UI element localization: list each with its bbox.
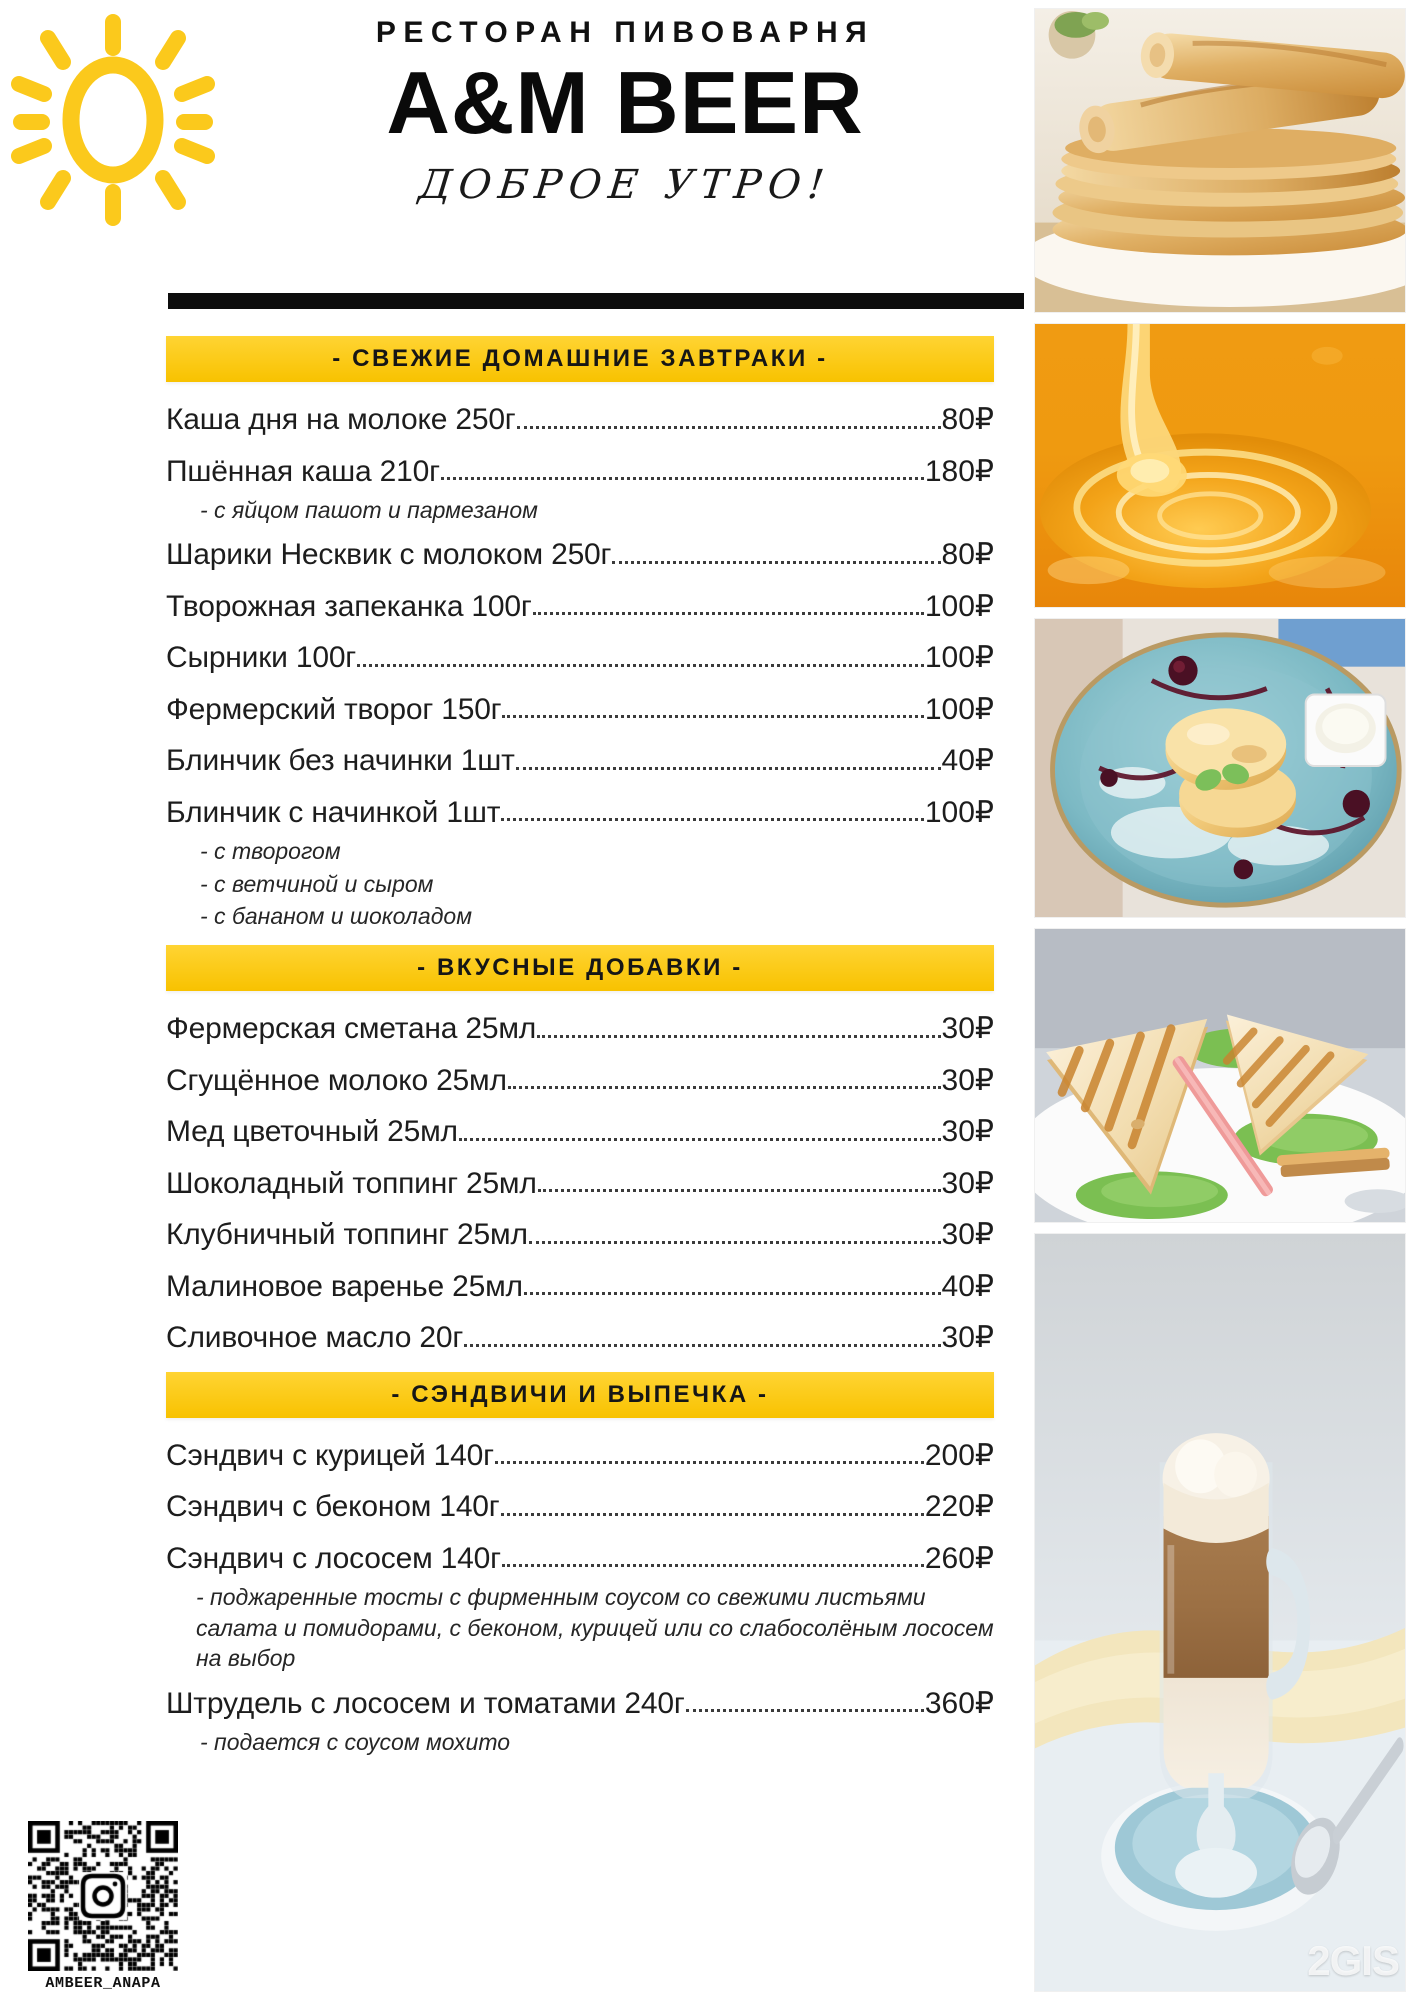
- menu-item-name: Малиновое варенье 25мл: [166, 1269, 523, 1303]
- menu-item-row: [166, 394, 994, 440]
- menu-item-price: 30₽: [941, 1012, 994, 1046]
- menu-item-name: Сэндвич с лососем 140г: [166, 1541, 501, 1575]
- dot-leader: [524, 1276, 941, 1302]
- menu-item-note: - с яйцом пашот и пармезаном: [200, 497, 538, 523]
- menu-item-name: Каша дня на молоке 250г: [166, 403, 516, 436]
- menu-item-price: 30₽: [941, 1063, 994, 1097]
- menu-item-row: [166, 1533, 994, 1579]
- dot-leader: [495, 1445, 924, 1471]
- menu-item-row: [166, 1158, 994, 1204]
- sun-logo-icon: [8, 12, 218, 227]
- menu-item-row: [166, 1481, 994, 1527]
- menu-item-row: [166, 1209, 994, 1255]
- dot-leader: [538, 1173, 941, 1199]
- menu-item-note: - подается с соусом мохито: [200, 1729, 511, 1756]
- menu-header: [0, 0, 1034, 300]
- menu-item-price: 40₽: [941, 744, 994, 778]
- menu-item-price: 100₽: [924, 641, 994, 675]
- menu-item-row: [166, 1261, 994, 1307]
- syrniki-photo: [1034, 618, 1406, 918]
- dot-leader: [686, 1693, 924, 1719]
- section-header-bar: [166, 336, 994, 382]
- menu-item-row: [166, 787, 994, 833]
- menu-item-row: [166, 446, 994, 492]
- section-header-bar: [166, 1372, 994, 1418]
- menu-section: [166, 336, 994, 931]
- dot-leader: [501, 1497, 924, 1523]
- brand-kicker: РЕСТОРАН ПИВОВАРНЯ: [375, 16, 875, 49]
- section-header-bar: [166, 945, 994, 991]
- menu-item-price: 100₽: [924, 589, 994, 623]
- menu-item-price: 30₽: [941, 1218, 994, 1252]
- menu-item-name: Сэндвич с беконом 140г: [166, 1490, 500, 1524]
- menu-item-row: [166, 1678, 994, 1724]
- dot-leader: [502, 1548, 924, 1574]
- dot-leader: [517, 410, 941, 436]
- section-title: - ВКУСНЫЕ ДОБАВКИ -: [417, 954, 743, 982]
- dot-leader: [502, 699, 923, 725]
- menu-item-price: 30₽: [941, 1115, 994, 1149]
- menu-item-note: - с творогом: [200, 838, 341, 865]
- menu-item-row: [166, 529, 994, 575]
- menu-item-name: Пшённая каша 210г: [166, 454, 440, 488]
- brand-title: A&M BEER: [386, 53, 864, 152]
- menu-item-price: 40₽: [941, 1269, 994, 1303]
- sandwich-photo: [1034, 928, 1406, 1223]
- menu-item-name: Мед цветочный 25мл: [166, 1115, 458, 1149]
- menu-item-notes: [166, 1727, 994, 1757]
- menu-item-price: 200₽: [924, 1438, 994, 1472]
- menu-item-price: 80₽: [941, 538, 994, 572]
- pancakes-photo: [1034, 8, 1406, 313]
- menu-item-row: [166, 1312, 994, 1358]
- menu-item-row: [166, 684, 994, 730]
- menu-item-name: Сгущённое молоко 25мл: [166, 1063, 507, 1097]
- dot-leader: [533, 596, 924, 622]
- footer-qr-block: [18, 1821, 188, 1992]
- menu-item-row: [166, 1003, 994, 1049]
- menu-item-row: [166, 581, 994, 627]
- menu-item-name: Клубничный топпинг 25мл: [166, 1218, 528, 1252]
- dot-leader: [459, 1122, 941, 1148]
- photo-column: [1034, 0, 1414, 2000]
- instagram-qr-code[interactable]: [28, 1821, 178, 1971]
- dot-leader: [612, 545, 940, 571]
- menu-item-name: Шоколадный топпинг 25мл: [166, 1166, 537, 1200]
- menu-item-name: Творожная запеканка 100г: [166, 589, 532, 623]
- dot-leader: [537, 1019, 940, 1045]
- brand-block: [230, 18, 1020, 208]
- menu-item-name: Сырники 100г: [166, 641, 357, 675]
- menu-item-name: Блинчик с начинкой 1шт: [166, 795, 501, 829]
- menu-section: [166, 1372, 994, 1757]
- section-title: - СЭНДВИЧИ И ВЫПЕЧКА -: [391, 1380, 769, 1408]
- menu-item-name: Шарики Несквик с молоком 250г: [166, 538, 612, 572]
- instagram-handle: AMBEER_ANAPA: [45, 1975, 161, 1992]
- menu-item-row: [166, 1055, 994, 1101]
- menu-item-row: [166, 1106, 994, 1152]
- menu-item-name: Блинчик без начинки 1шт: [166, 744, 515, 778]
- brand-tagline: ДОБРОЕ УТРО!: [416, 161, 834, 208]
- menu-item-price: 260₽: [924, 1541, 994, 1575]
- dot-leader: [357, 648, 924, 674]
- menu-item-name: Фермерский творог 150г: [166, 692, 502, 726]
- menu-item-price: 100₽: [924, 795, 994, 829]
- menu-item-price: 30₽: [941, 1321, 994, 1355]
- menu-item-row: [166, 1430, 994, 1476]
- menu-item-price: 180₽: [924, 454, 994, 488]
- menu-item-name: Сэндвич с курицей 140г: [166, 1438, 494, 1472]
- dot-leader: [508, 1070, 941, 1096]
- dot-leader: [441, 461, 924, 487]
- menu-item-notes: [166, 1582, 994, 1673]
- honey-photo: [1034, 323, 1406, 608]
- menu-item-row: [166, 735, 994, 781]
- menu-item-price: 360₽: [924, 1686, 994, 1720]
- menu-item-row: [166, 632, 994, 678]
- dot-leader: [516, 751, 941, 777]
- menu-item-note: - с ветчиной и сыром: [200, 870, 434, 897]
- dot-leader: [529, 1225, 941, 1251]
- menu-item-name: Фермерская сметана 25мл: [166, 1012, 537, 1046]
- menu-item-price: 100₽: [924, 692, 994, 726]
- menu-item-name: Сливочное масло 20г: [166, 1321, 464, 1355]
- dot-leader: [464, 1328, 940, 1354]
- dot-leader: [501, 802, 924, 828]
- watermark-2gis: 2GIS: [1307, 1937, 1399, 1984]
- menu-item-notes: [166, 495, 994, 525]
- section-title: - СВЕЖИЕ ДОМАШНИЕ ЗАВТРАКИ -: [332, 345, 828, 372]
- menu-item-price: 30₽: [941, 1166, 994, 1200]
- menu-item-name: Штрудель с лососем и томатами 240г: [166, 1686, 685, 1720]
- menu-item-notes: [166, 836, 994, 931]
- menu-section: [166, 945, 994, 1358]
- menu-sections: [0, 300, 1034, 1757]
- menu-item-price: 80₽: [941, 403, 994, 436]
- menu-item-price: 220₽: [924, 1490, 994, 1524]
- latte-photo: [1034, 1233, 1406, 1992]
- menu-item-note: - поджаренные тосты с фирменным соусом со свежими листьями салата и помидорами, с беконом, курицей или со слабосолёным лососем на выбор: [196, 1584, 994, 1672]
- menu-item-note: - с бананом и шоколадом: [200, 903, 472, 930]
